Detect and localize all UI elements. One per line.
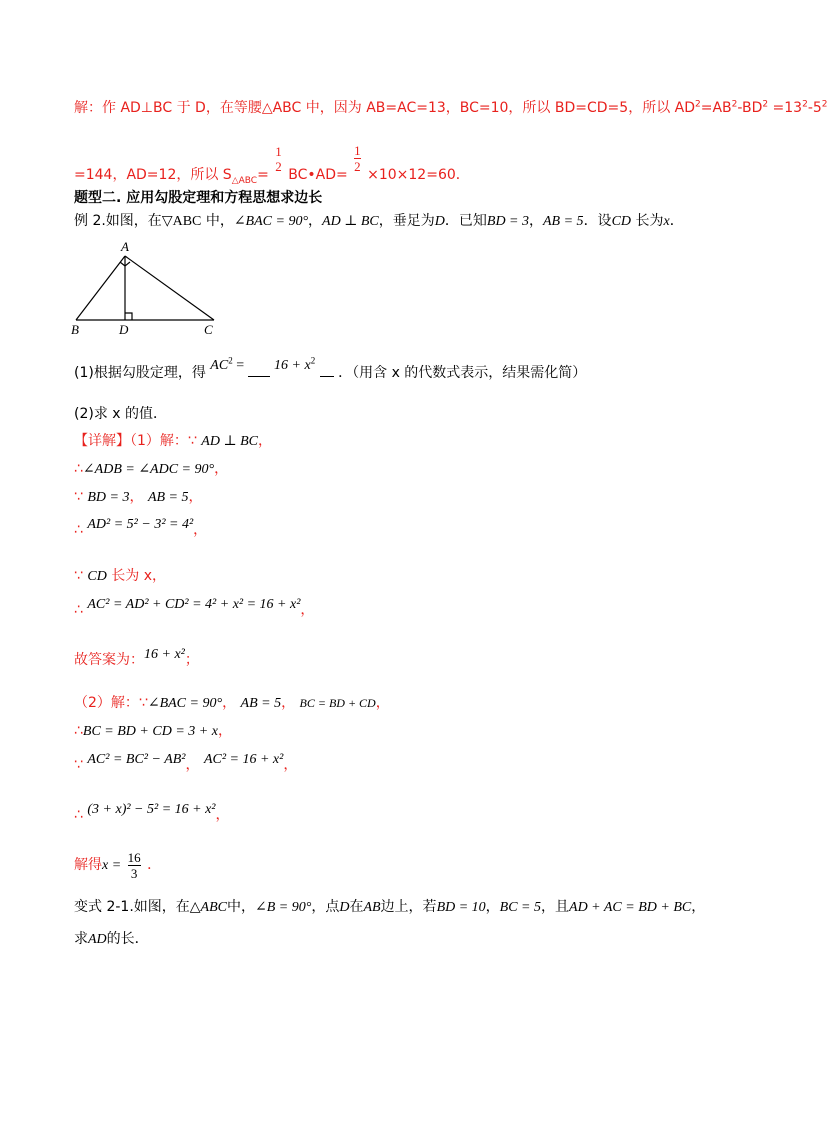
variant-2-1-line-1: 变式 2-1.如图，在△ABC中，∠B = 90°，点D在AB边上，若BD = 10，BC = 5，且AD + AC = BD + BC， — [74, 899, 706, 915]
label-b: B — [71, 322, 79, 337]
detail-ad-squared: ∴ AD² = 5² − 3² = 4²， — [74, 517, 208, 538]
half-fraction: 1 2 — [275, 144, 282, 174]
detail-answer: 故答案为：16 + x²； — [74, 647, 199, 668]
detail-solution: 解得x = $\frac{16}{3}$ ． — [74, 849, 162, 881]
detail-header: 【详解】（1）解：∵ AD ⊥ BC， — [74, 433, 273, 449]
x-fraction: $\frac{16}{3}$ — [127, 849, 141, 881]
variant-2-1-line-2: 求AD的长． — [74, 931, 149, 947]
label-a: A — [121, 239, 129, 254]
detail-cd: ∵ CD 长为 x， — [74, 568, 167, 584]
section-title: 题型二. 应用勾股定理和方程思想求边长 — [74, 190, 323, 206]
triangle-figure — [68, 238, 228, 338]
label-c: C — [204, 322, 213, 337]
side-ac — [125, 256, 214, 320]
question-1: (1)根据勾股定理，得 $AC^2 = 16 + x^2$ ．（用含 x 的代数式表示，结果需化简） — [74, 355, 587, 381]
detail-ac-equations: ∵ AC² = BC² − AB²， AC² = 16 + x²， — [74, 752, 298, 773]
detail-given: ∵ BD = 3， AB = 5， — [74, 489, 203, 505]
solution-line-1: 解：作 AD⊥BC 于 D，在等腰△ABC 中，因为 AB=AC=13，BC=10，所以 BD=CD=5，所以 $AD^2=AB^2-BD^2 =13^2-5^2$ — [74, 99, 828, 116]
label-d: D — [119, 322, 129, 337]
detail-part-2: （2）解：∵∠BAC = 90°， AB = 5， BC = BD + CD， — [74, 695, 390, 711]
half-fraction-2: $\frac{1}{2}$ — [354, 143, 361, 174]
detail-angles: ∴∠ADB = ∠ADC = 90°， — [74, 461, 229, 477]
solution-line-2: =144，AD=12，所以 $S_{\triangle ABC}=$ 1 2 BC•AD= $\frac{1}{2}$ ×10×12=60． — [74, 143, 470, 186]
detail-ac-squared: ∴ AC² = AD² + CD² = 4² + x² = 16 + x²， — [74, 597, 315, 618]
detail-bc: ∴BC = BD + CD = 3 + x， — [74, 723, 232, 739]
answer-blank-left — [248, 366, 270, 377]
question-2: (2)求 x 的值． — [74, 406, 168, 422]
answer-blank-right — [320, 366, 334, 377]
detail-equation: ∴ (3 + x)² − 5² = 16 + x²， — [74, 802, 230, 823]
example-2-text: 例 2.如图，在▽ABC 中，∠BAC = 90°，AD ⊥ BC，垂足为D．已知BD = 3，AB = 5．设CD 长为x． — [74, 213, 684, 229]
side-ab — [76, 256, 125, 320]
right-angle-mark-d — [125, 313, 132, 320]
